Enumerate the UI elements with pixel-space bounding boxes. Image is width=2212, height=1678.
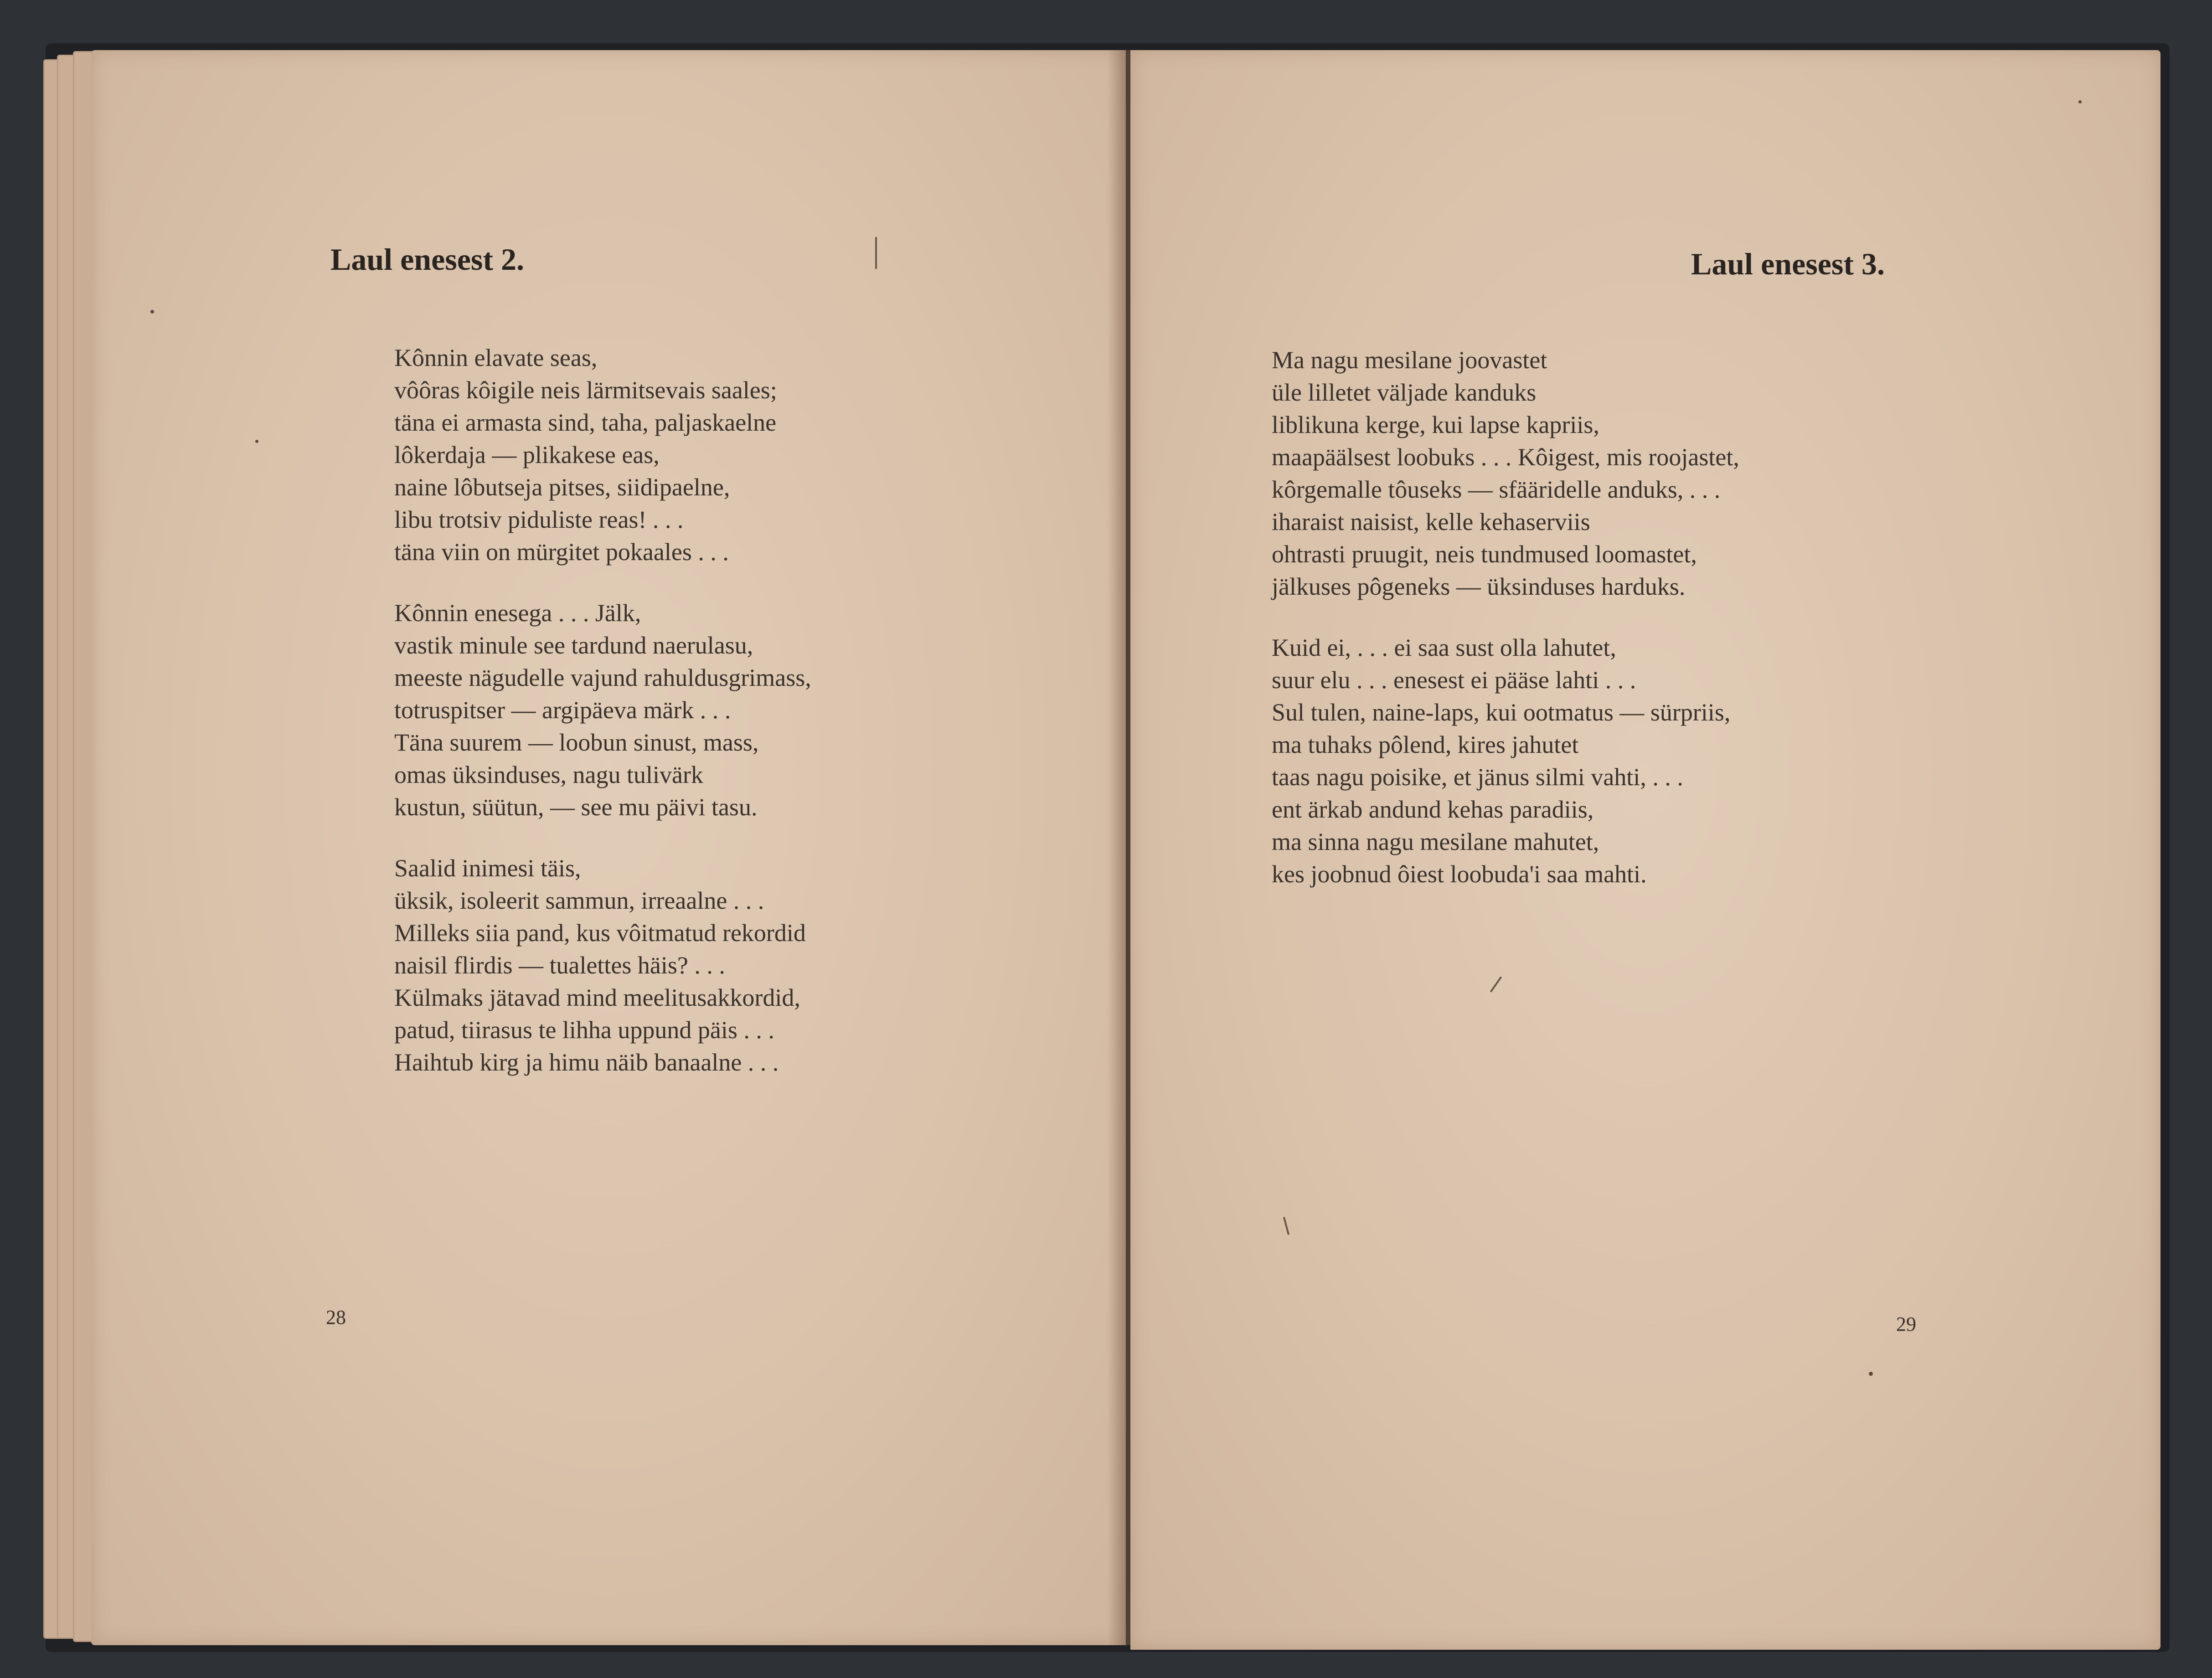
poem-line: täna viin on mürgitet pokaales . . . (394, 538, 729, 566)
left-page (91, 50, 1126, 1645)
paper-speck (1869, 1372, 1873, 1376)
page-number-right: 29 (1896, 1313, 1916, 1335)
stanza (1272, 344, 1739, 603)
paper-speck (2078, 100, 2082, 103)
poem-line: kôrgemalle tôuseks — sfääridelle anduks, . . . (1272, 476, 1721, 503)
poem-line: Külmaks jätavad mind meelitusakkordid, (394, 984, 800, 1011)
paper-speck (255, 440, 258, 443)
poem-line: ma tuhaks pôlend, kires jahutet (1272, 731, 1579, 758)
poem-line: kustun, süütun, — see mu päivi tasu. (394, 793, 758, 821)
paper-speck (150, 310, 154, 314)
poem-line: totruspitser — argipäeva märk . . . (394, 696, 731, 724)
poem-line: vastik minule see tardund naerulasu, (394, 632, 753, 659)
poem-line: taas nagu poisike, et jänus silmi vahti, . . . (1272, 763, 1683, 791)
poem-line: üle lilletet väljade kanduks (1272, 379, 1537, 406)
ink-mark (875, 237, 877, 269)
poem-line: naine lôbutseja pitses, siidipaelne, (394, 474, 730, 501)
poem-line: patud, tiirasus te lihha uppund päis . . . (394, 1016, 774, 1044)
poem-line: jälkuses pôgeneks — üksinduses harduks. (1272, 573, 1686, 600)
poem-line: libu trotsiv piduliste reas! . . . (394, 506, 684, 533)
poem-line: Kônnin elavate seas, (394, 344, 598, 371)
ink-mark (1490, 976, 1502, 992)
poem-line: naisil flirdis — tualettes häis? . . . (394, 952, 725, 979)
stanza (1272, 632, 1739, 890)
poem-line: vôôras kôigile neis lärmitsevais saales; (394, 376, 777, 404)
poem-line: ohtrasti pruugit, neis tundmused loomastet, (1272, 540, 1697, 568)
poem-line: ent ärkab andund kehas paradiis, (1272, 796, 1594, 823)
poem-line: omas üksinduses, nagu tulivärk (394, 761, 703, 788)
poem-line: lôkerdaja — plikakese eas, (394, 441, 660, 468)
poem-line: kes joobnud ôiest loobuda'i saa mahti. (1272, 860, 1647, 888)
poem-line: Milleks siia pand, kus vôitmatud rekordid (394, 919, 806, 947)
poem-line: täna ei armasta sind, taha, paljaskaelne (394, 409, 777, 436)
page-number-left: 28 (326, 1306, 346, 1328)
poem-line: Sul tulen, naine-laps, kui ootmatus — sürpriis, (1272, 699, 1731, 726)
poem-line: ma sinna nagu mesilane mahutet, (1272, 828, 1599, 855)
left-page-title: Laul enesest 2. (330, 242, 524, 277)
ink-mark (1283, 1217, 1289, 1235)
right-poem (1272, 344, 1739, 919)
poem-line: Täna suurem — loobun sinust, mass, (394, 729, 759, 756)
poem-line: Kuid ei, . . . ei saa sust olla lahutet, (1272, 634, 1616, 661)
poem-line: üksik, isoleerit sammun, irreaalne . . . (394, 887, 764, 914)
poem-line: maapäälsest loobuks . . . Kôigest, mis roojastet, (1272, 443, 1739, 471)
stanza (394, 852, 811, 1079)
poem-line: meeste nägudelle vajund rahuldusgrimass, (394, 664, 811, 691)
poem-line: Kônnin enesega . . . Jälk, (394, 599, 641, 627)
poem-line: Saalid inimesi täis, (394, 854, 581, 882)
right-page-title: Laul enesest 3. (1691, 247, 1885, 281)
poem-line: Ma nagu mesilane joovastet (1272, 346, 1547, 374)
left-poem (394, 342, 811, 1107)
poem-line: iharaist naisist, kelle kehaserviis (1272, 508, 1590, 535)
poem-line: liblikuna kerge, kui lapse kapriis, (1272, 411, 1599, 438)
stanza (394, 342, 811, 568)
poem-line: Haihtub kirg ja himu näib banaalne . . . (394, 1049, 779, 1076)
poem-line: suur elu . . . enesest ei pääse lahti . . . (1272, 666, 1636, 694)
stanza (394, 597, 811, 824)
right-page (1130, 50, 2160, 1650)
